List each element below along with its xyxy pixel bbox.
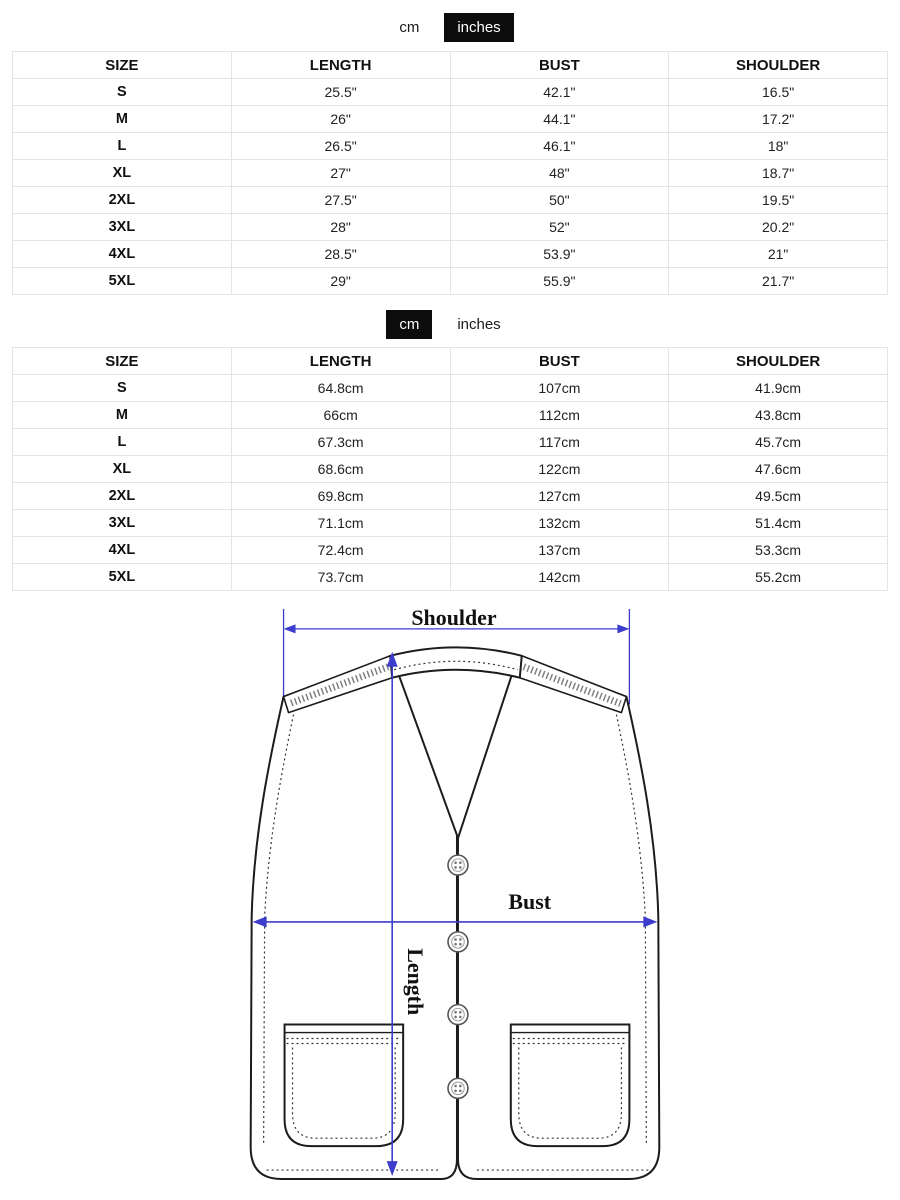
unit-option-cm[interactable]: cm bbox=[399, 19, 420, 36]
size-table-cm bbox=[12, 347, 888, 591]
size-cell: 5XL bbox=[13, 564, 232, 591]
measure-cell: 27" bbox=[231, 160, 450, 187]
measure-cell: 127cm bbox=[450, 483, 669, 510]
table-row bbox=[13, 268, 888, 295]
table-row bbox=[13, 402, 888, 429]
measure-cell: 122cm bbox=[450, 456, 669, 483]
measure-cell: 142cm bbox=[450, 564, 669, 591]
size-cell: XL bbox=[13, 456, 232, 483]
measure-cell: 55.9" bbox=[450, 268, 669, 295]
header-row bbox=[13, 348, 888, 375]
measure-cell: 112cm bbox=[450, 402, 669, 429]
table-row bbox=[13, 241, 888, 268]
size-cell: 4XL bbox=[13, 241, 232, 268]
column-header: SIZE bbox=[13, 52, 232, 79]
size-table-inches bbox=[12, 51, 888, 295]
unit-option-inches[interactable]: inches bbox=[457, 316, 501, 333]
measure-cell: 47.6cm bbox=[669, 456, 888, 483]
measure-cell: 20.2" bbox=[669, 214, 888, 241]
size-cell: S bbox=[13, 375, 232, 402]
measure-cell: 16.5" bbox=[669, 79, 888, 106]
measure-cell: 51.4cm bbox=[669, 510, 888, 537]
size-cell: L bbox=[13, 429, 232, 456]
table-row bbox=[13, 537, 888, 564]
measure-cell: 28" bbox=[231, 214, 450, 241]
table-row bbox=[13, 214, 888, 241]
measure-cell: 53.3cm bbox=[669, 537, 888, 564]
measure-cell: 73.7cm bbox=[231, 564, 450, 591]
measure-cell: 132cm bbox=[450, 510, 669, 537]
measure-cell: 21.7" bbox=[669, 268, 888, 295]
table-row bbox=[13, 187, 888, 214]
measure-cell: 67.3cm bbox=[231, 429, 450, 456]
size-cell: L bbox=[13, 133, 232, 160]
measure-cell: 19.5" bbox=[669, 187, 888, 214]
column-header: LENGTH bbox=[231, 52, 450, 79]
measure-cell: 69.8cm bbox=[231, 483, 450, 510]
measure-cell: 43.8cm bbox=[669, 402, 888, 429]
button-icon bbox=[448, 1005, 468, 1025]
right-pocket bbox=[511, 1025, 630, 1147]
measure-cell: 64.8cm bbox=[231, 375, 450, 402]
table-row bbox=[13, 456, 888, 483]
size-cell: 3XL bbox=[13, 510, 232, 537]
measure-cell: 26" bbox=[231, 106, 450, 133]
size-cell: M bbox=[13, 402, 232, 429]
table-row bbox=[13, 564, 888, 591]
column-header: BUST bbox=[450, 348, 669, 375]
button-icon bbox=[448, 855, 468, 875]
column-header: SHOULDER bbox=[669, 348, 888, 375]
unit-toggle-bottom bbox=[0, 295, 900, 347]
measure-cell: 26.5" bbox=[231, 133, 450, 160]
unit-option-cm[interactable]: cm bbox=[386, 310, 432, 339]
measure-cell: 50" bbox=[450, 187, 669, 214]
measure-cell: 45.7cm bbox=[669, 429, 888, 456]
measure-cell: 46.1" bbox=[450, 133, 669, 160]
measure-cell: 25.5" bbox=[231, 79, 450, 106]
length-label: Length bbox=[403, 948, 429, 1016]
measure-cell: 48" bbox=[450, 160, 669, 187]
table-row bbox=[13, 160, 888, 187]
measure-cell: 66cm bbox=[231, 402, 450, 429]
measurement-diagram bbox=[0, 593, 900, 1196]
vest-diagram-svg bbox=[0, 593, 900, 1191]
measure-cell: 72.4cm bbox=[231, 537, 450, 564]
measure-cell: 29" bbox=[231, 268, 450, 295]
measure-cell: 18.7" bbox=[669, 160, 888, 187]
measure-cell: 28.5" bbox=[231, 241, 450, 268]
measure-cell: 41.9cm bbox=[669, 375, 888, 402]
column-header: BUST bbox=[450, 52, 669, 79]
measure-cell: 18" bbox=[669, 133, 888, 160]
table-row bbox=[13, 106, 888, 133]
measure-cell: 44.1" bbox=[450, 106, 669, 133]
size-cell: 5XL bbox=[13, 268, 232, 295]
measure-cell: 49.5cm bbox=[669, 483, 888, 510]
measure-cell: 53.9" bbox=[450, 241, 669, 268]
table-row bbox=[13, 429, 888, 456]
size-cell: 3XL bbox=[13, 214, 232, 241]
button-icon bbox=[448, 1078, 468, 1098]
measure-cell: 117cm bbox=[450, 429, 669, 456]
measure-cell: 107cm bbox=[450, 375, 669, 402]
measure-cell: 55.2cm bbox=[669, 564, 888, 591]
table-row bbox=[13, 510, 888, 537]
header-row bbox=[13, 52, 888, 79]
column-header: LENGTH bbox=[231, 348, 450, 375]
measure-cell: 52" bbox=[450, 214, 669, 241]
left-pocket bbox=[285, 1025, 404, 1147]
table-row bbox=[13, 79, 888, 106]
column-header: SHOULDER bbox=[669, 52, 888, 79]
measure-cell: 21" bbox=[669, 241, 888, 268]
button-icon bbox=[448, 932, 468, 952]
measure-cell: 71.1cm bbox=[231, 510, 450, 537]
unit-toggle-top bbox=[0, 0, 900, 51]
measure-cell: 17.2" bbox=[669, 106, 888, 133]
measure-cell: 68.6cm bbox=[231, 456, 450, 483]
measure-cell: 27.5" bbox=[231, 187, 450, 214]
bust-label: Bust bbox=[508, 888, 552, 914]
size-cell: S bbox=[13, 79, 232, 106]
size-cell: 2XL bbox=[13, 483, 232, 510]
measure-cell: 42.1" bbox=[450, 79, 669, 106]
size-cell: 2XL bbox=[13, 187, 232, 214]
column-header: SIZE bbox=[13, 348, 232, 375]
table-row bbox=[13, 375, 888, 402]
table-row bbox=[13, 483, 888, 510]
measure-cell: 137cm bbox=[450, 537, 669, 564]
shoulder-label: Shoulder bbox=[411, 604, 497, 630]
size-cell: XL bbox=[13, 160, 232, 187]
size-cell: M bbox=[13, 106, 232, 133]
unit-option-inches[interactable]: inches bbox=[444, 13, 513, 42]
size-cell: 4XL bbox=[13, 537, 232, 564]
table-row bbox=[13, 133, 888, 160]
